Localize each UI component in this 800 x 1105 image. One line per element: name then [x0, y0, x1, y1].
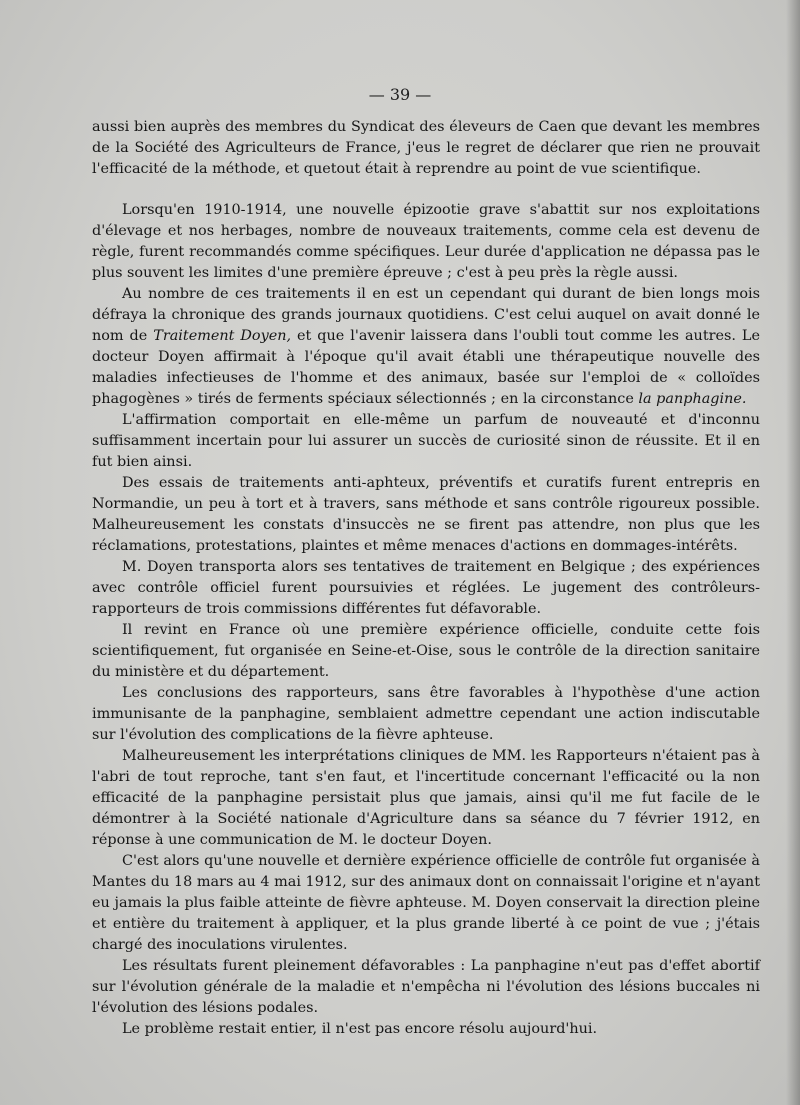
paragraph-text: Au nombre de ces traitements il en est un cependant qui durant de bien longs mois défraya la chronique des grands journaux quotidiens. C'est celui auquel on avait donné le nom de [92, 286, 760, 344]
paragraph: C'est alors qu'une nouvelle et dernière expérience officielle de contrôle fut organisée à Mantes du 18 mars au 4 mai 1912, sur des animaux dont on connaissait l'origine et n'ayant eu jamais la plus faible atteinte de fièvre aphteuse. M. Doyen conservait la direction pleine et entière du traitement à appliquer, et la plus grande liberté à ce point de vue ; j'étais chargé des inoculations virulentes. [92, 853, 760, 953]
paragraph-traitement-doyen [92, 284, 760, 410]
paragraph: Des essais de traitements anti-aphteux, préventifs et curatifs furent entrepris en Normandie, un peu à tort et à travers, sans méthode et sans contrôle rigoureux possible. Malheureusement les constats d'insuccès ne se firent pas attendre, non plus que les réclamations, protestations, plaintes et même menaces d'actions en dommages-intérêts. [92, 475, 760, 554]
paragraph: Le problème restait entier, il n'est pas encore résolu aujourd'hui. [122, 1021, 598, 1037]
body-text [92, 117, 760, 1040]
page-edge-shadow [786, 0, 800, 1105]
paragraph: Il revint en France où une première expérience officielle, conduite cette fois scientifiquement, fut organisée en Seine-et-Oise, sous le contrôle de la direction sanitaire du ministère et du département. [92, 622, 760, 680]
paragraph: Lorsqu'en 1910-1914, une nouvelle épizootie grave s'abattit sur nos exploitations d'élevage et nos herbages, nombre de nouveaux traitements, comme cela est devenu de règle, furent recommandés comme spécifiques. Leur durée d'application ne dépassa pas le plus souvent les limites d'une première épreuve ; c'est à peu près la règle aussi. [92, 202, 760, 281]
italic-text: Traitement Doyen, [153, 328, 292, 344]
paragraph-text: et que l'avenir laissera dans l'oubli tout comme les autres. Le docteur Doyen affirmait à l'époque qu'il avait établi une thérapeutique nouvelle des maladies infectieuses de l'homme et des animaux, basée sur l'emploi de « colloïdes phagogènes » tirés de ferments spéciaux sélectionnés ; en la circonstance [92, 328, 760, 407]
paragraph: M. Doyen transporta alors ses tentatives de traitement en Belgique ; des expériences avec contrôle officiel furent poursuivies et réglées. Le jugement des contrôleurs-rapporteurs de trois commissions différentes fut défavorable. [92, 559, 760, 617]
paragraph: aussi bien auprès des membres du Syndicat des éleveurs de Caen que devant les membres de la Société des Agriculteurs de France, j'eus le regret de déclarer que rien ne prouvait l'efficacité de la méthode, et quetout était à reprendre au point de vue scientifique. [92, 119, 760, 177]
paragraph: Malheureusement les interprétations cliniques de MM. les Rapporteurs n'étaient pas à l'abri de tout reproche, tant s'en faut, et l'incertitude concernant l'efficacité ou la non efficacité de la panphagine persistait plus que jamais, ainsi qu'il me fut facile de le démontrer à la Société nationale d'Agriculture dans sa séance du 7 février 1912, en réponse à une communication de M. le docteur Doyen. [92, 748, 760, 848]
page-number: — 39 — [368, 85, 432, 104]
italic-text: la panphagine. [638, 391, 747, 407]
paragraph: L'affirmation comportait en elle-même un parfum de nouveauté et d'inconnu suffisamment incertain pour lui assurer un succès de curiosité sinon de réussite. Et il en fut bien ainsi. [92, 412, 760, 470]
paragraph: Les conclusions des rapporteurs, sans être favorables à l'hypothèse d'une action immunisante de la panphagine, semblaient admettre cependant une action indiscutable sur l'évolution des complications de la fièvre aphteuse. [92, 685, 760, 743]
paragraph: Les résultats furent pleinement défavorables : La panphagine n'eut pas d'effet abortif sur l'évolution générale de la maladie et n'empêcha ni l'évolution des lésions buccales ni l'évolution des lésions podales. [92, 958, 760, 1016]
